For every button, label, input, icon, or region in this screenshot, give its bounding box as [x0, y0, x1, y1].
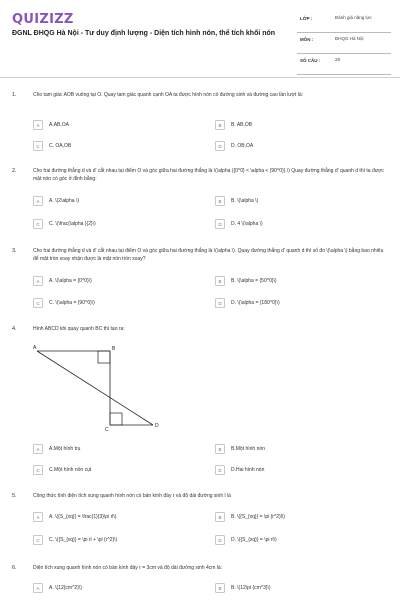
option-text: C. \(\frac{\alpha }{2}\) [49, 221, 96, 227]
vertex-label-a: A [33, 345, 37, 351]
question-text: Cho hai đường thẳng d và d' cắt nhau tại điểm O và góc giữa hai đường thẳng là \(\alpha ({0^0} < \alpha < {90^0}).\) Quay đường thẳng d' quanh d thì ta được mặt nón có góc ở đỉnh bằng: [33, 168, 384, 182]
question-text: Cho hai đường thẳng d và d' cắt nhau tại điểm O và góc giữa hai đường thẳng là \(\alpha \). Quay đường thẳng d' quanh d thì số đo \(\alpha \) bằng bao nhiêu để mặt tròn xoay nhận được là mặt nón tròn xoay? [33, 248, 384, 262]
option-letter-box: C [33, 141, 43, 151]
question-text: Công thức tính diện tích xung quanh hình nón có bán kính đáy r và độ dài đường sinh l là [33, 493, 231, 499]
option-b[interactable] [215, 276, 365, 287]
option-letter-box: D [215, 298, 225, 308]
option-letter-box: B [215, 196, 225, 206]
option-d[interactable] [215, 465, 365, 476]
quizizz-logo: QUIZIZZ [12, 12, 74, 27]
option-letter-box: C [33, 219, 43, 229]
option-a[interactable] [33, 583, 183, 594]
option-a[interactable] [33, 512, 183, 523]
option-letter-box: B [215, 276, 225, 286]
option-text: A.AB,OA [49, 122, 70, 128]
option-text: A. \({S_{xq}} = \frac{1}{3}\pi rl\) [49, 514, 117, 520]
option-text: A. \(\alpha = {0^0}\) [49, 278, 92, 284]
option-text: C. \({S_{xq}} = \pi rl + \pi {r^2}\) [49, 537, 118, 543]
info-value: Đánh giá năng lực [335, 15, 372, 20]
option-a[interactable] [33, 276, 183, 287]
option-c[interactable] [33, 535, 183, 546]
option-b[interactable] [215, 120, 365, 131]
option-text: B. \({S_{xq}} = \pi {r^2}l\) [231, 514, 285, 520]
option-letter-box: B [215, 120, 225, 130]
option-letter-box: A [33, 444, 43, 454]
header-divider [0, 77, 400, 78]
option-letter-box: A [33, 512, 43, 522]
option-letter-box: C [33, 465, 43, 475]
info-row-question-count [297, 54, 391, 75]
option-letter-box: B [215, 512, 225, 522]
option-letter-box: A [33, 276, 43, 286]
question-text: Hình ABCD khi quay quanh BC thì tạo ra: [33, 326, 125, 332]
option-d[interactable] [215, 219, 365, 230]
option-text: A.Một hình trụ [49, 446, 81, 452]
option-a[interactable] [33, 444, 183, 455]
info-key: SỐ CÂU : [300, 58, 321, 63]
trapezoid-figure [33, 345, 163, 431]
option-letter-box: D [215, 219, 225, 229]
option-letter-box: C [33, 298, 43, 308]
option-text: C. \(\alpha = {90^0}\) [49, 300, 95, 306]
option-letter-box: B [215, 583, 225, 593]
option-a[interactable] [33, 120, 183, 131]
vertex-label-d: D [155, 423, 159, 429]
option-c[interactable] [33, 141, 183, 152]
segment-ad [37, 351, 153, 425]
info-row-class [297, 12, 391, 33]
option-d[interactable] [215, 141, 365, 152]
right-angle-c [110, 413, 122, 425]
option-text: B.Một hình nón [231, 446, 265, 452]
option-letter-box: A [33, 120, 43, 130]
option-a[interactable] [33, 196, 183, 207]
question-number: 1. [12, 92, 17, 98]
option-c[interactable] [33, 219, 183, 230]
info-panel [297, 12, 391, 75]
option-text: D. OB,OA [231, 143, 254, 149]
option-text: D. \({S_{xq}} = \pi rl\) [231, 537, 277, 543]
option-letter-box: B [215, 444, 225, 454]
option-text: C. OA,OB [49, 143, 72, 149]
info-value: 28 [335, 57, 341, 62]
option-text: A. \(2\alpha \) [49, 198, 80, 204]
worksheet-title: ĐGNL ĐHQG Hà Nội - Tư duy định lượng - Diện tích hình nón, thể tích khối nón [12, 30, 276, 37]
option-b[interactable] [215, 444, 365, 455]
option-b[interactable] [215, 196, 365, 207]
option-b[interactable] [215, 583, 365, 594]
option-text: B. \(\alpha \) [231, 198, 259, 204]
vertex-label-c: C [105, 427, 109, 431]
option-text: A. \(12{cm^2}\) [49, 585, 82, 591]
option-c[interactable] [33, 465, 183, 476]
option-d[interactable] [215, 535, 365, 546]
info-key: MÔN : [300, 37, 314, 42]
question-text: Cho tam giác AOB vuông tại O. Quay tam giác quanh cạnh OA ta được hình nón có đường sinh và đường cao lần lượt là: [33, 92, 303, 98]
option-text: C.Một hình nón cụt [49, 467, 92, 473]
option-text: D.Hai hình nón [231, 467, 265, 473]
question-number: 5. [12, 493, 17, 499]
question-number: 2. [12, 168, 17, 174]
option-text: D. 4 \(\alpha \) [231, 221, 263, 227]
option-d[interactable] [215, 298, 365, 309]
option-text: B. \(\alpha = {50^0}\) [231, 278, 277, 284]
option-text: B. AB,OB [231, 122, 253, 128]
option-letter-box: A [33, 196, 43, 206]
question-number: 6. [12, 565, 17, 571]
info-value: ĐHQG Hà Nội [335, 36, 364, 41]
question-text: Diện tích xung quanh hình nón có bán kính đáy r = 3cm và độ dài đường sinh 4cm là: [33, 565, 223, 571]
option-text: D. \(\alpha = {180^0}\) [231, 300, 280, 306]
info-key: LỚP : [300, 16, 313, 21]
question-number: 3. [12, 248, 17, 254]
info-row-subject [297, 33, 391, 54]
option-letter-box: D [215, 465, 225, 475]
question-number: 4. [12, 326, 17, 332]
option-letter-box: D [215, 535, 225, 545]
option-letter-box: C [33, 535, 43, 545]
vertex-label-b: B [112, 346, 116, 352]
option-text: B. \(12\pi {cm^3}\) [231, 585, 271, 591]
option-letter-box: D [215, 141, 225, 151]
option-c[interactable] [33, 298, 183, 309]
option-b[interactable] [215, 512, 365, 523]
right-angle-b [98, 351, 110, 363]
option-letter-box: A [33, 583, 43, 593]
